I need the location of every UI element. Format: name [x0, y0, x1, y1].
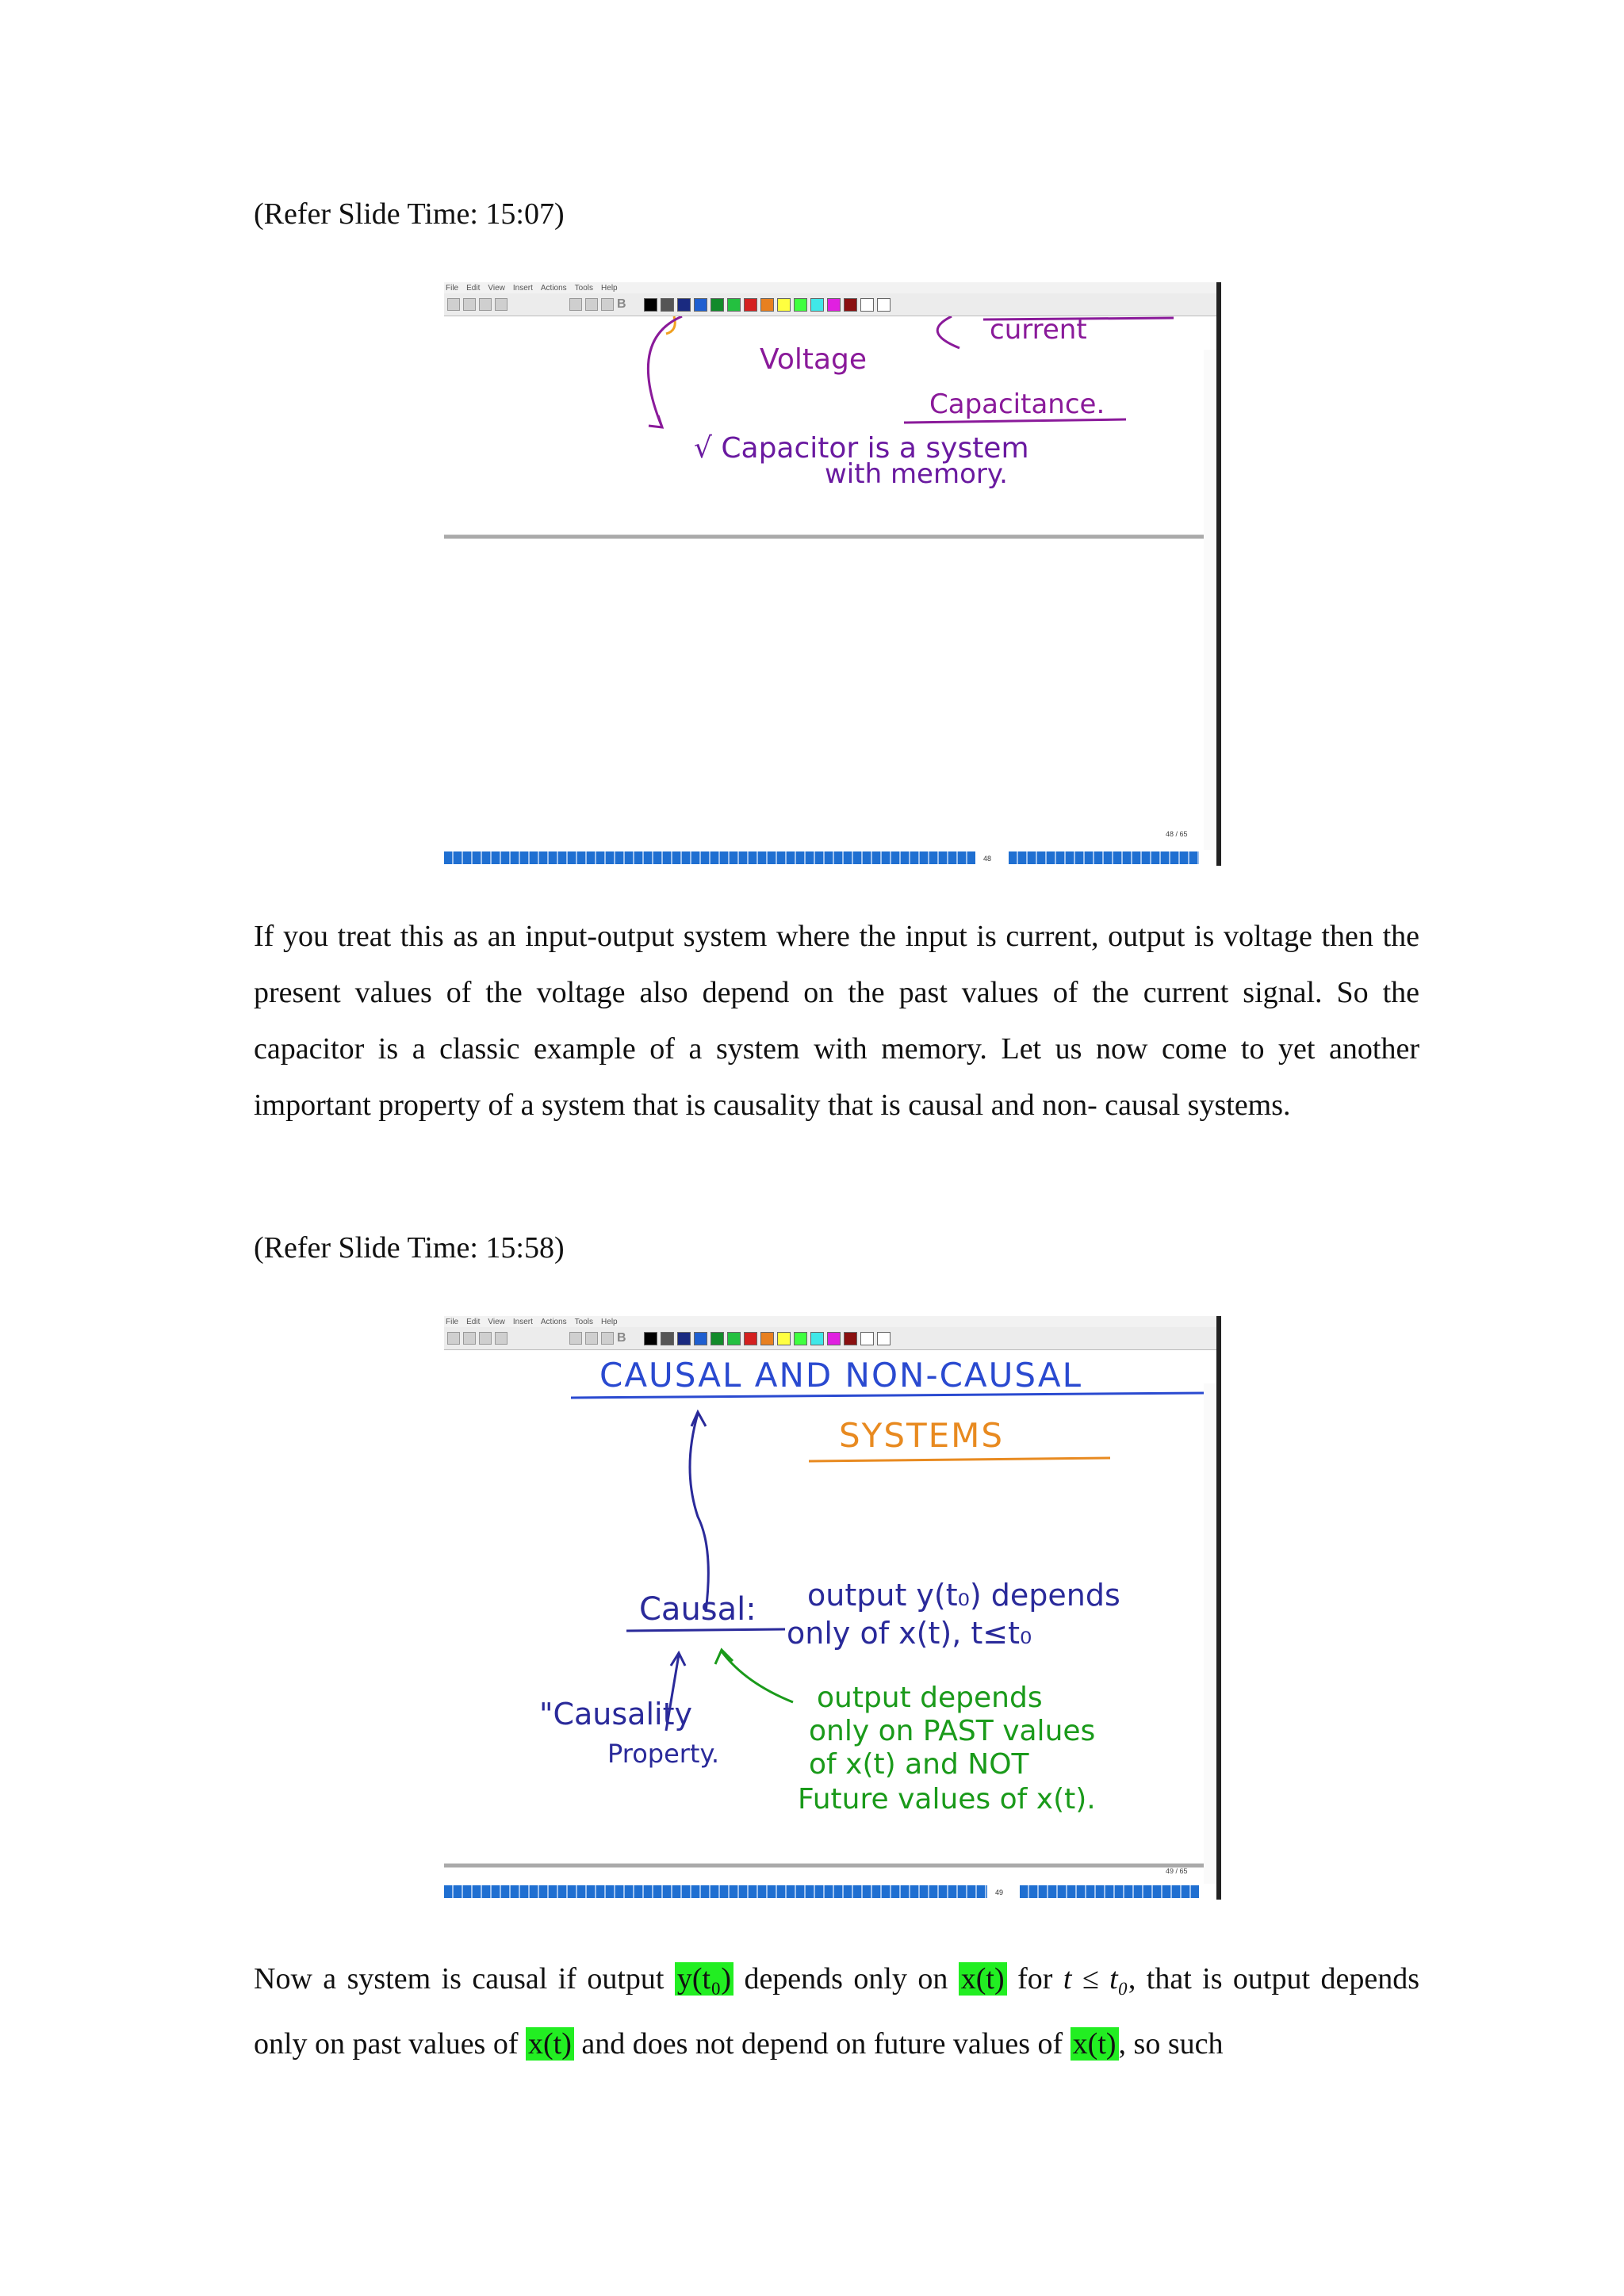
menu-tools[interactable]: Tools	[574, 1317, 594, 1326]
save-icon[interactable]	[479, 298, 492, 311]
color-swatch-3[interactable]	[694, 298, 707, 312]
menu-actions[interactable]: Actions	[540, 1317, 567, 1326]
menu-edit[interactable]: Edit	[466, 283, 481, 293]
highlight-x-t: x(t)	[959, 1962, 1007, 1996]
whiteboard-canvas	[444, 316, 1216, 866]
current-label: current	[990, 316, 1087, 346]
page-thumbnails-right[interactable]	[1009, 851, 1199, 864]
paragraph-1: If you treat this as an input-output system where the input is current, output is voltage then the present values of the voltage also depend on the past values of the current signal. So the capacitor is a classic example of a system with memory. Let us now come to yet another important property of a system that is causality that is causal and non- causal systems.	[254, 920, 1419, 1122]
color-swatch-13[interactable]	[860, 298, 874, 312]
capacitor-line-1: √ Capacitor is a system	[694, 432, 1029, 465]
highlight-y-t0: y(t₀)	[675, 1962, 733, 1996]
vertical-scrollbar-2[interactable]	[1204, 1383, 1216, 1900]
refer-slide-time-2: (Refer Slide Time: 15:58)	[254, 1231, 565, 1265]
page-thumbnails-left[interactable]	[444, 1885, 987, 1898]
toolbar	[444, 293, 1216, 316]
causal-label: Causal:	[639, 1591, 756, 1628]
title-line-2: SYSTEMS	[839, 1416, 1005, 1455]
text-run: , so such	[1118, 2027, 1224, 2061]
color-palette	[644, 298, 891, 312]
highlighter-icon[interactable]	[585, 298, 598, 311]
color-swatch-8[interactable]	[777, 298, 791, 312]
color-swatch-6[interactable]	[744, 298, 757, 312]
color-swatch-10[interactable]	[810, 298, 824, 312]
menu-file[interactable]: File	[446, 283, 459, 293]
refer-slide-time-1: (Refer Slide Time: 15:07)	[254, 197, 565, 231]
pen-icon[interactable]	[569, 1332, 582, 1345]
capacitance-label: Capacitance.	[929, 388, 1105, 420]
slide-screenshot-48	[444, 282, 1221, 866]
menu-bar-2	[444, 1316, 1216, 1327]
color-swatch-9[interactable]	[794, 298, 807, 312]
menu-view[interactable]: View	[488, 1317, 505, 1326]
whiteboard-canvas-2	[444, 1350, 1216, 1900]
causal-def-line-2: only of x(t), t≤t₀	[787, 1616, 1032, 1651]
color-swatch-13[interactable]	[860, 1332, 874, 1345]
color-swatch-6[interactable]	[744, 1332, 757, 1345]
menu-tools[interactable]: Tools	[574, 283, 594, 293]
highlighter-icon[interactable]	[585, 1332, 598, 1345]
color-swatch-1[interactable]	[661, 298, 674, 312]
color-swatch-5[interactable]	[727, 1332, 741, 1345]
open-icon[interactable]	[463, 298, 476, 311]
color-swatch-4[interactable]	[710, 298, 724, 312]
save-icon[interactable]	[479, 1332, 492, 1345]
causality-line-2: Property.	[607, 1739, 720, 1769]
pen-icon[interactable]	[569, 298, 582, 311]
color-swatch-4[interactable]	[710, 1332, 724, 1345]
causal-def-line-1: output y(t₀) depends	[807, 1578, 1120, 1613]
color-swatch-5[interactable]	[727, 298, 741, 312]
color-swatch-14[interactable]	[877, 1332, 891, 1345]
text-run: Now a system is causal if output	[254, 1962, 675, 1996]
note-line-1: output depends	[817, 1682, 1043, 1714]
page-bar-2	[444, 1884, 1216, 1900]
note-line-3: of x(t) and NOT	[809, 1748, 1029, 1781]
text-run: depends only on	[733, 1962, 959, 1996]
note-line-2: only on PAST values	[809, 1715, 1096, 1747]
causality-line-1: "Causality	[539, 1697, 692, 1732]
menu-help[interactable]: Help	[601, 1317, 618, 1326]
color-swatch-7[interactable]	[760, 1332, 774, 1345]
open-icon[interactable]	[463, 1332, 476, 1345]
capacitor-line-2: with memory.	[825, 458, 1008, 490]
text-run: , that is output depends only on past values of	[254, 1962, 1419, 2061]
bold-icon[interactable]: B	[617, 1331, 626, 1345]
color-swatch-7[interactable]	[760, 298, 774, 312]
new-icon[interactable]	[447, 298, 460, 311]
print-icon[interactable]	[495, 1332, 508, 1345]
print-icon[interactable]	[495, 298, 508, 311]
menu-file[interactable]: File	[446, 1317, 459, 1326]
color-swatch-14[interactable]	[877, 298, 891, 312]
paragraph-2	[254, 1946, 1419, 2076]
note-line-4: Future values of x(t).	[798, 1783, 1096, 1816]
text-run: and does not depend on future values of	[573, 2027, 1071, 2061]
ink-drawing	[444, 316, 1216, 866]
color-swatch-2[interactable]	[677, 298, 691, 312]
color-swatch-9[interactable]	[794, 1332, 807, 1345]
slide-screenshot-49	[444, 1316, 1221, 1900]
page-number-2: 49	[995, 1888, 1004, 1896]
color-swatch-12[interactable]	[844, 1332, 857, 1345]
page-thumbnails-right[interactable]	[1020, 1885, 1199, 1898]
page-number: 48	[983, 855, 992, 863]
menu-help[interactable]: Help	[601, 283, 618, 293]
color-swatch-10[interactable]	[810, 1332, 824, 1345]
highlight-x-t: x(t)	[526, 2027, 574, 2061]
eraser-icon[interactable]	[601, 1332, 614, 1345]
highlight-x-t: x(t)	[1071, 2027, 1119, 2061]
inline-math: t ≤ t₀	[1063, 1962, 1128, 1996]
menu-actions[interactable]: Actions	[540, 283, 567, 293]
text-run: for	[1006, 1962, 1063, 1996]
menu-view[interactable]: View	[488, 283, 505, 293]
vertical-scrollbar[interactable]	[1204, 350, 1216, 866]
voltage-label: Voltage	[760, 343, 868, 376]
toolbar-2	[444, 1327, 1216, 1350]
color-swatch-1[interactable]	[661, 1332, 674, 1345]
new-icon[interactable]	[447, 1332, 460, 1345]
color-swatch-3[interactable]	[694, 1332, 707, 1345]
title-line-1: CAUSAL AND NON-CAUSAL	[599, 1356, 1082, 1395]
menu-edit[interactable]: Edit	[466, 1317, 481, 1326]
color-swatch-11[interactable]	[827, 1332, 841, 1345]
color-swatch-12[interactable]	[844, 298, 857, 312]
bold-icon[interactable]: B	[617, 297, 626, 311]
color-palette	[644, 1332, 891, 1345]
ink-drawing-2	[444, 1350, 1216, 1900]
menu-insert[interactable]: Insert	[512, 283, 533, 293]
page-indicator-2: 49 / 65	[1166, 1867, 1188, 1875]
color-swatch-0[interactable]	[644, 1332, 657, 1345]
page-indicator: 48 / 65	[1166, 830, 1188, 838]
menu-insert[interactable]: Insert	[512, 1317, 533, 1326]
menu-bar	[444, 282, 1216, 293]
eraser-icon[interactable]	[601, 298, 614, 311]
color-swatch-2[interactable]	[677, 1332, 691, 1345]
color-swatch-11[interactable]	[827, 298, 841, 312]
color-swatch-0[interactable]	[644, 298, 657, 312]
page-thumbnails-left[interactable]	[444, 851, 975, 864]
color-swatch-8[interactable]	[777, 1332, 791, 1345]
page-bar	[444, 850, 1216, 866]
